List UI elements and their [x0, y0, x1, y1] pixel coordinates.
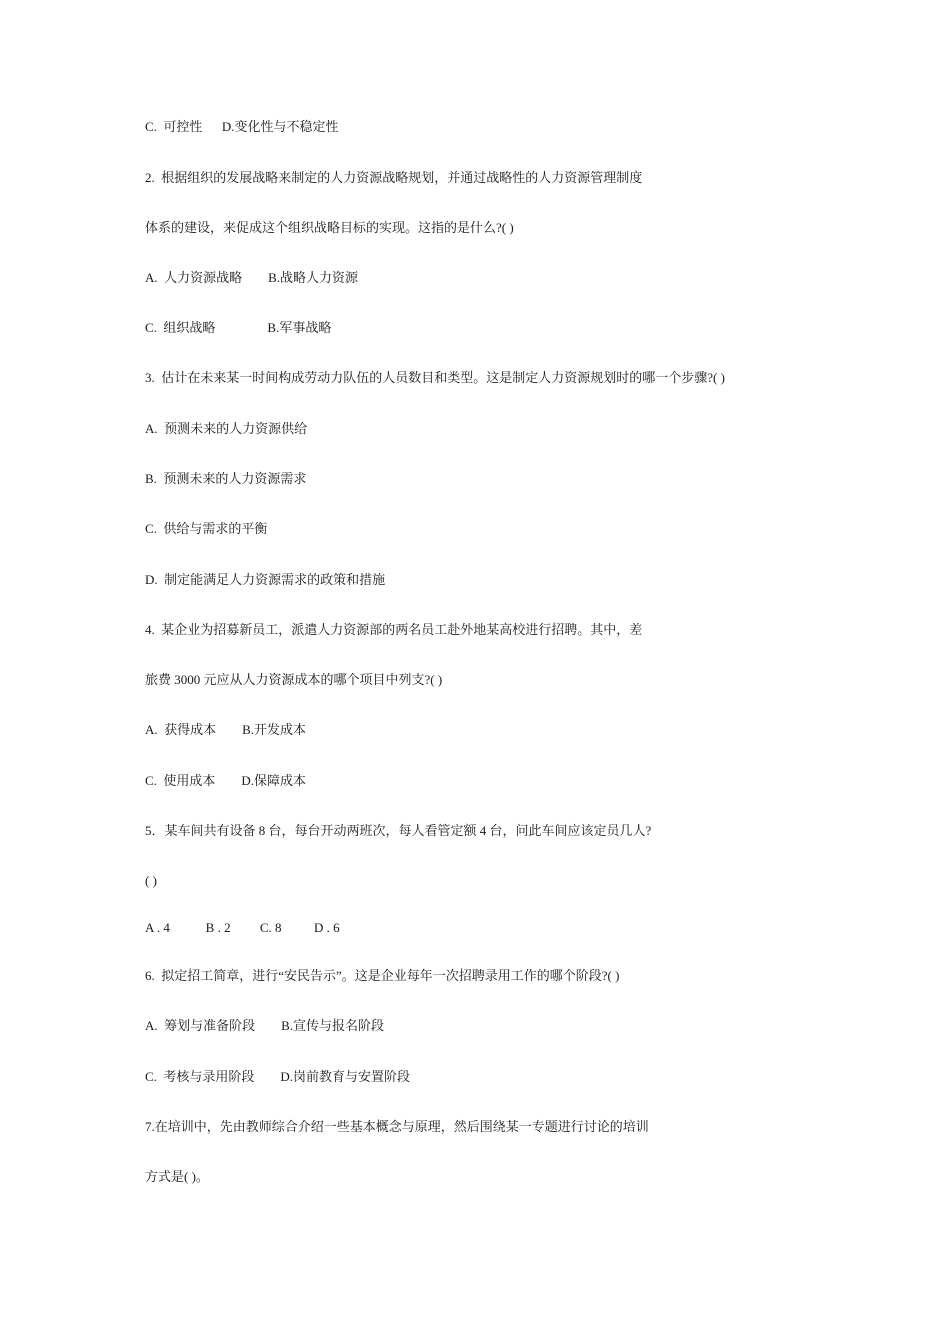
option-line-q6-c-d: C. 考核与录用阶段 D.岗前教育与安置阶段: [145, 1069, 411, 1084]
option-line-q6-a-b: A. 筹划与准备阶段 B.宣传与报名阶段: [145, 1018, 385, 1033]
question-2-line-2: 体系的建设，来促成这个组织战略目标的实现。这指的是什么?( ): [145, 220, 514, 235]
option-line-q3-d: D. 制定能满足人力资源需求的政策和措施: [145, 572, 386, 587]
option-line-q1-c-d: C. 可控性 D.变化性与不稳定性: [145, 119, 339, 134]
option-line-q3-c: C. 供给与需求的平衡: [145, 521, 268, 536]
option-line-q3-a: A. 预测未来的人力资源供给: [145, 421, 308, 436]
question-7-line-1: 7.在培训中，先由教师综合介绍一些基本概念与原理，然后围绕某一专题进行讨论的培训: [145, 1119, 649, 1134]
question-5-line-1: 5．某车间共有设备 8 台，每台开动两班次，每人看管定额 4 台，问此车间应该定员几人?: [145, 823, 652, 838]
question-4-line-1: 4. 某企业为招募新员工，派遣人力资源部的两名员工赴外地某高校进行招聘。其中，差: [145, 622, 643, 637]
question-4-line-2: 旅费 3000 元应从人力资源成本的哪个项目中列支?( ): [145, 672, 443, 687]
question-5-line-2: ( ): [145, 873, 157, 888]
option-line-q2-a-b: A. 人力资源战略 B.战略人力资源: [145, 270, 359, 285]
question-7-line-2: 方式是( )。: [145, 1169, 209, 1184]
question-6-line-1: 6. 拟定招工简章，进行“安民告示”。这是企业每年一次招聘录用工作的哪个阶段?( ): [145, 968, 620, 983]
option-line-q3-b: B. 预测未来的人力资源需求: [145, 471, 307, 486]
question-3-line-1: 3. 估计在未来某一时间构成劳动力队伍的人员数目和类型。这是制定人力资源规划时的哪一个步骤?( ): [145, 370, 725, 385]
option-line-q2-c-d: C. 组织战略 B.军事战略: [145, 320, 332, 335]
question-2-line-1: 2. 根据组织的发展战略来制定的人力资源战略规划，并通过战略性的人力资源管理制度: [145, 170, 643, 185]
option-line-q4-c-d: C. 使用成本 D.保障成本: [145, 773, 307, 788]
option-line-q5: A . 4 B . 2 C. 8 D . 6: [145, 920, 340, 935]
option-line-q4-a-b: A. 获得成本 B.开发成本: [145, 722, 307, 737]
